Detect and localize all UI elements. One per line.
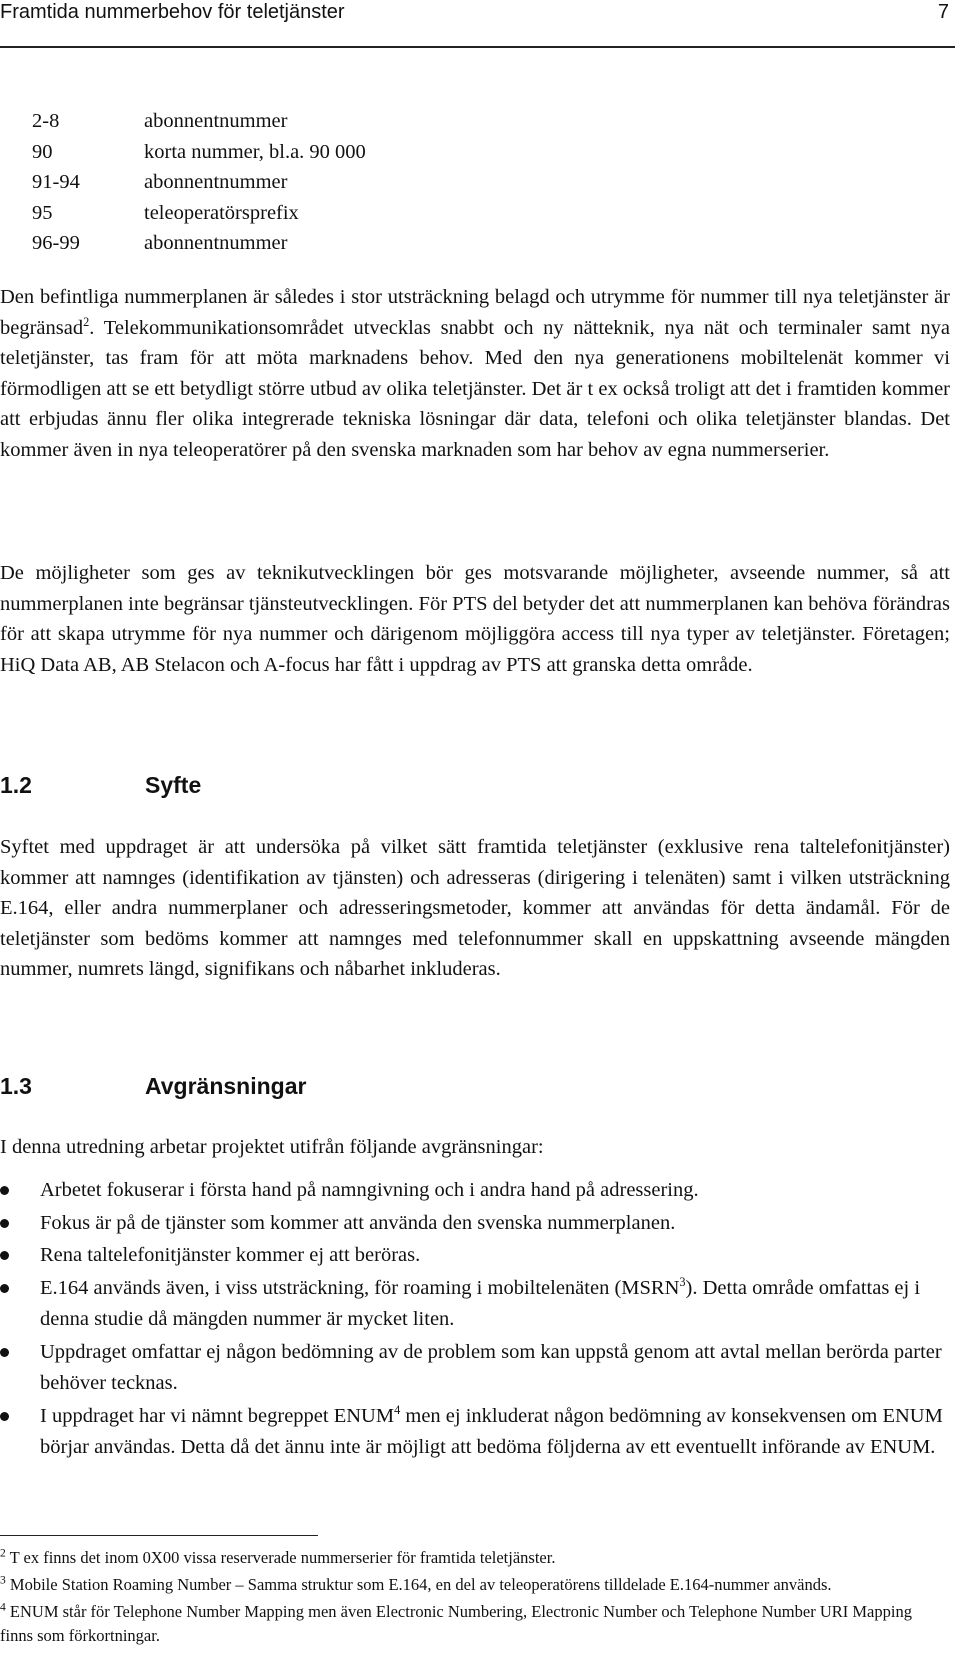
number-range-code: 95 — [32, 201, 53, 224]
number-range-code: 2-8 — [32, 110, 60, 132]
footnote-text: T ex finns det inom 0X00 vissa reserverade nummerserier för framtida teletjänster. — [5, 1548, 556, 1567]
number-range-description: abonnentnummer — [144, 232, 288, 254]
number-range-row — [32, 167, 366, 198]
paragraph-text: I denna utredning arbetar projektet utifrån följande avgränsningar: — [0, 1136, 544, 1158]
limitations-list — [0, 1175, 950, 1465]
paragraph-numbering-plan — [0, 282, 950, 465]
section-title: Avgränsningar — [145, 1073, 307, 1099]
footnote-number: 4 — [0, 1601, 6, 1614]
section-heading-avgransningar — [0, 1073, 306, 1100]
number-range-description: teleoperatörsprefix — [144, 201, 299, 224]
footnote-ref[interactable]: 4 — [394, 1402, 401, 1417]
footnote-number: 2 — [0, 1547, 6, 1560]
number-range-description: korta nummer, bl.a. 90 000 — [144, 140, 366, 163]
footnote — [0, 1546, 945, 1570]
list-item — [0, 1337, 950, 1400]
number-range-row — [32, 106, 366, 137]
list-item-text: men ej inkluderat någon bedömning av konsekvensen om ENUM börjar användas. Detta då det ännu inte är möjligt att bedöma följderna av ett eventuellt införande av ENUM. — [40, 1404, 943, 1458]
number-range-row — [32, 228, 366, 259]
paragraph-syfte — [0, 832, 950, 985]
number-range-code: 91-94 — [32, 171, 80, 193]
number-range-row — [32, 137, 366, 168]
footnote — [0, 1573, 945, 1597]
list-item — [0, 1273, 950, 1336]
list-item-text: ). Detta område omfattas ej i denna studie då mängden nummer är mycket liten. — [40, 1276, 921, 1330]
list-item-text: Uppdraget omfattar ej någon bedömning av de problem som kan uppstå genom att avtal mellan berörda parter behöver tecknas. — [40, 1340, 942, 1394]
section-heading-syfte — [0, 772, 201, 799]
footnote-number: 3 — [0, 1574, 6, 1587]
paragraph-text: . Telekommunikationsområdet utvecklas snabbt och ny nätteknik, nya nät och terminaler samt nya teletjänster, tas fram för att möta marknadens behov. Med den nya generationens mobiltelenät kommer vi förmodligen att se ett betydligt större utbud av olika teletjänster. Det är t ex också troligt att det i framtiden kommer att erbjudas ännu fler olika integrerade tekniska lösningar där data, telefoni och olika teletjänster blandas. Det kommer även in nya teleoperatörer på den svenska marknaden som har behov av egna nummerserier. — [0, 316, 950, 461]
section-number: 1.2 — [0, 772, 32, 798]
bullet-icon — [0, 1412, 9, 1421]
paragraph-text: Den befintliga nummerplanen är således i stor utsträckning belagd och utrymme för nummer till nya teletjänster är begränsad — [0, 286, 950, 339]
bullet-icon — [0, 1284, 9, 1293]
header-page-number: 7 — [937, 1, 949, 23]
paragraph-text: De möjligheter som ges av teknikutvecklingen bör ges motsvarande möjligheter, avseende nummer, så att nummerplanen inte begränsar tjänsteutvecklingen. För PTS del betyder det att nummerplanen kan behöva förändras för att skapa utrymme för nya nummer och därigenom möjliggöra access till nya typer av teletjänster. Företagen; HiQ Data AB, AB Stelacon och A-focus har fått i uppdrag av PTS att granska detta område. — [0, 562, 950, 676]
list-item-text: Arbetet fokuserar i första hand på namngivning och i andra hand på adressering. — [40, 1179, 699, 1201]
number-range-code: 90 — [32, 140, 53, 163]
footnote-divider — [0, 1535, 318, 1536]
list-item — [0, 1401, 950, 1464]
list-item-text: Rena taltelefonitjänster kommer ej att beröras. — [40, 1244, 421, 1266]
number-range-table — [32, 106, 366, 259]
section-number: 1.3 — [0, 1073, 32, 1099]
list-item — [0, 1175, 950, 1207]
list-item — [0, 1240, 950, 1272]
footnote — [0, 1600, 945, 1648]
section-title: Syfte — [145, 772, 202, 798]
number-range-description: abonnentnummer — [144, 171, 288, 193]
list-item-text: E.164 används även, i viss utsträckning, för roaming i mobiltelenäten (MSRN — [40, 1276, 680, 1299]
number-range-description: abonnentnummer — [144, 110, 288, 132]
bullet-icon — [0, 1219, 9, 1228]
header-title: Framtida nummerbehov för teletjänster — [0, 1, 345, 23]
footnote-ref[interactable]: 3 — [679, 1274, 686, 1289]
bullet-icon — [0, 1251, 9, 1260]
bullet-icon — [0, 1348, 9, 1357]
page-header — [0, 0, 955, 48]
list-item-text: Fokus är på de tjänster som kommer att använda den svenska nummerplanen. — [40, 1211, 676, 1234]
number-range-row — [32, 198, 366, 229]
paragraph-text: Syftet med uppdraget är att undersöka på vilket sätt framtida teletjänster (exklusive rena taltelefonitjänster) kommer att namnges (identifikation av tjänsten) och adresseras (dirigering i telenäten) samt i vilken utsträckning E.164, eller andra nummerplaner och adresseringsmetoder, kommer att användas för detta ändamål. För de teletjänster som bedöms kommer att namnges med telefonnummer skall en uppskattning avseende mängden nummer, numrets längd, signifikans och nåbarhet inkluderas. — [0, 836, 950, 980]
list-item — [0, 1208, 950, 1240]
footnote-ref[interactable]: 2 — [83, 314, 90, 329]
paragraph-development — [0, 558, 950, 680]
footnotes — [0, 1546, 945, 1651]
bullet-icon — [0, 1186, 9, 1195]
list-item-text: I uppdraget har vi nämnt begreppet ENUM — [40, 1404, 395, 1427]
paragraph-avgransningar-intro — [0, 1132, 950, 1163]
footnote-text: Mobile Station Roaming Number – Samma struktur som E.164, en del av teleoperatörens tilldelade E.164-nummer används. — [5, 1575, 832, 1594]
number-range-code: 96-99 — [32, 232, 80, 254]
footnote-text: ENUM står för Telephone Number Mapping men även Electronic Numbering, Electronic Number och Telephone Number URI Mapping finns som förkortningar. — [0, 1602, 912, 1645]
